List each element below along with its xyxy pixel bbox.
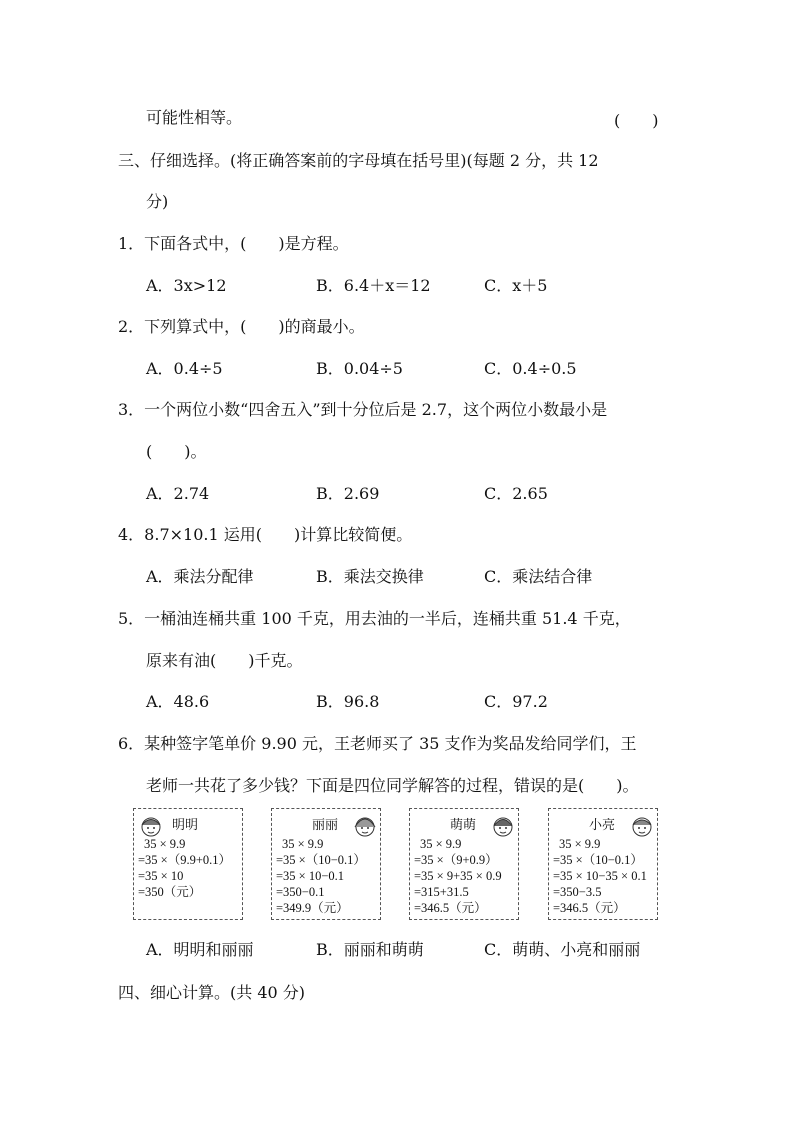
solution-line: =35 × 10−0.1 (276, 869, 345, 883)
solution-line: 35 × 9.9 (420, 837, 462, 851)
question-1-option-c: C．x＋5 (484, 276, 548, 295)
answer-bracket: ( ) (614, 111, 659, 130)
student-avatar-icon (490, 813, 516, 839)
solution-line: =35 ×（9+0.9） (414, 853, 498, 867)
solution-line: =35 ×（9.9+0.1） (138, 853, 232, 867)
student-avatar-icon (138, 813, 164, 839)
question-6-stem-cont: 老师一共花了多少钱？下面是四位同学解答的过程，错误的是( )。 (146, 776, 639, 795)
section-3-heading: 三、仔细选择。(将正确答案前的字母填在括号里)(每题 2 分，共 12 (118, 151, 599, 170)
solution-card-xiaoliang (548, 808, 658, 920)
solution-line: 35 × 9.9 (559, 837, 601, 851)
question-2-option-a: A．0.4÷5 (146, 359, 223, 378)
solution-line: 35 × 9.9 (144, 837, 186, 851)
question-4-option-c: C．乘法结合律 (484, 567, 593, 586)
question-4-option-a: A．乘法分配律 (146, 567, 254, 586)
question-1-stem: 1．下面各式中，( )是方程。 (118, 234, 349, 253)
solution-line: =35 × 9+35 × 0.9 (414, 869, 502, 883)
question-6-option-c: C．萌萌、小亮和丽丽 (484, 940, 641, 959)
question-2-option-b: B．0.04÷5 (316, 359, 403, 378)
solution-card-lili (271, 808, 381, 920)
section-4-heading: 四、细心计算。(共 40 分) (118, 983, 306, 1002)
question-6-option-a: A．明明和丽丽 (146, 940, 254, 959)
solution-line: =35 × 10 (138, 869, 184, 883)
solution-line: =350−3.5 (553, 885, 602, 899)
question-1-option-a: A．3x>12 (146, 276, 227, 295)
solution-card-mingming (133, 808, 243, 920)
question-1-option-b: B．6.4＋x＝12 (316, 276, 431, 295)
solution-line: =346.5（元） (553, 901, 626, 915)
student-name: 明明 (172, 817, 199, 832)
student-avatar-icon (352, 813, 378, 839)
question-5-option-b: B．96.8 (316, 692, 380, 711)
question-3-option-b: B．2.69 (316, 484, 380, 503)
question-5-option-a: A．48.6 (146, 692, 210, 711)
prev-question-tail: 可能性相等。 (146, 108, 243, 127)
solution-line: =35 ×（10−0.1） (553, 853, 643, 867)
question-3-option-a: A．2.74 (146, 484, 210, 503)
question-5-stem: 5．一桶油连桶共重 100 千克，用去油的一半后，连桶共重 51.4 千克， (118, 609, 631, 628)
student-name: 丽丽 (312, 817, 339, 832)
student-avatar-icon (629, 813, 655, 839)
student-name: 萌萌 (450, 817, 477, 832)
solution-line: =35 ×（10−0.1） (276, 853, 366, 867)
question-5-stem-cont: 原来有油( )千克。 (146, 651, 303, 670)
solution-line: =349.9（元） (276, 901, 349, 915)
solution-line: =346.5（元） (414, 901, 487, 915)
student-name: 小亮 (589, 817, 616, 832)
solution-line: =350−0.1 (276, 885, 325, 899)
question-2-stem: 2．下列算式中，( )的商最小。 (118, 317, 365, 336)
question-3-option-c: C．2.65 (484, 484, 548, 503)
solution-line: 35 × 9.9 (282, 837, 324, 851)
solution-card-mengmeng (409, 808, 519, 920)
question-3-stem-cont: ( )。 (146, 442, 207, 461)
solution-line: =35 × 10−35 × 0.1 (553, 869, 647, 883)
solution-line: =350（元） (138, 885, 202, 899)
section-3-heading-cont: 分) (146, 192, 169, 211)
question-4-option-b: B．乘法交换律 (316, 567, 424, 586)
question-5-option-c: C．97.2 (484, 692, 548, 711)
solution-line: =315+31.5 (414, 885, 469, 899)
question-3-stem: 3．一个两位小数“四舍五入”到十分位后是 2.7，这个两位小数最小是 (118, 400, 608, 419)
question-6-stem: 6．某种签字笔单价 9.90 元，王老师买了 35 支作为奖品发给同学们，王 (118, 734, 637, 753)
question-2-option-c: C．0.4÷0.5 (484, 359, 577, 378)
question-4-stem: 4．8.7×10.1 运用( )计算比较简便。 (118, 525, 413, 544)
question-6-option-b: B．丽丽和萌萌 (316, 940, 424, 959)
